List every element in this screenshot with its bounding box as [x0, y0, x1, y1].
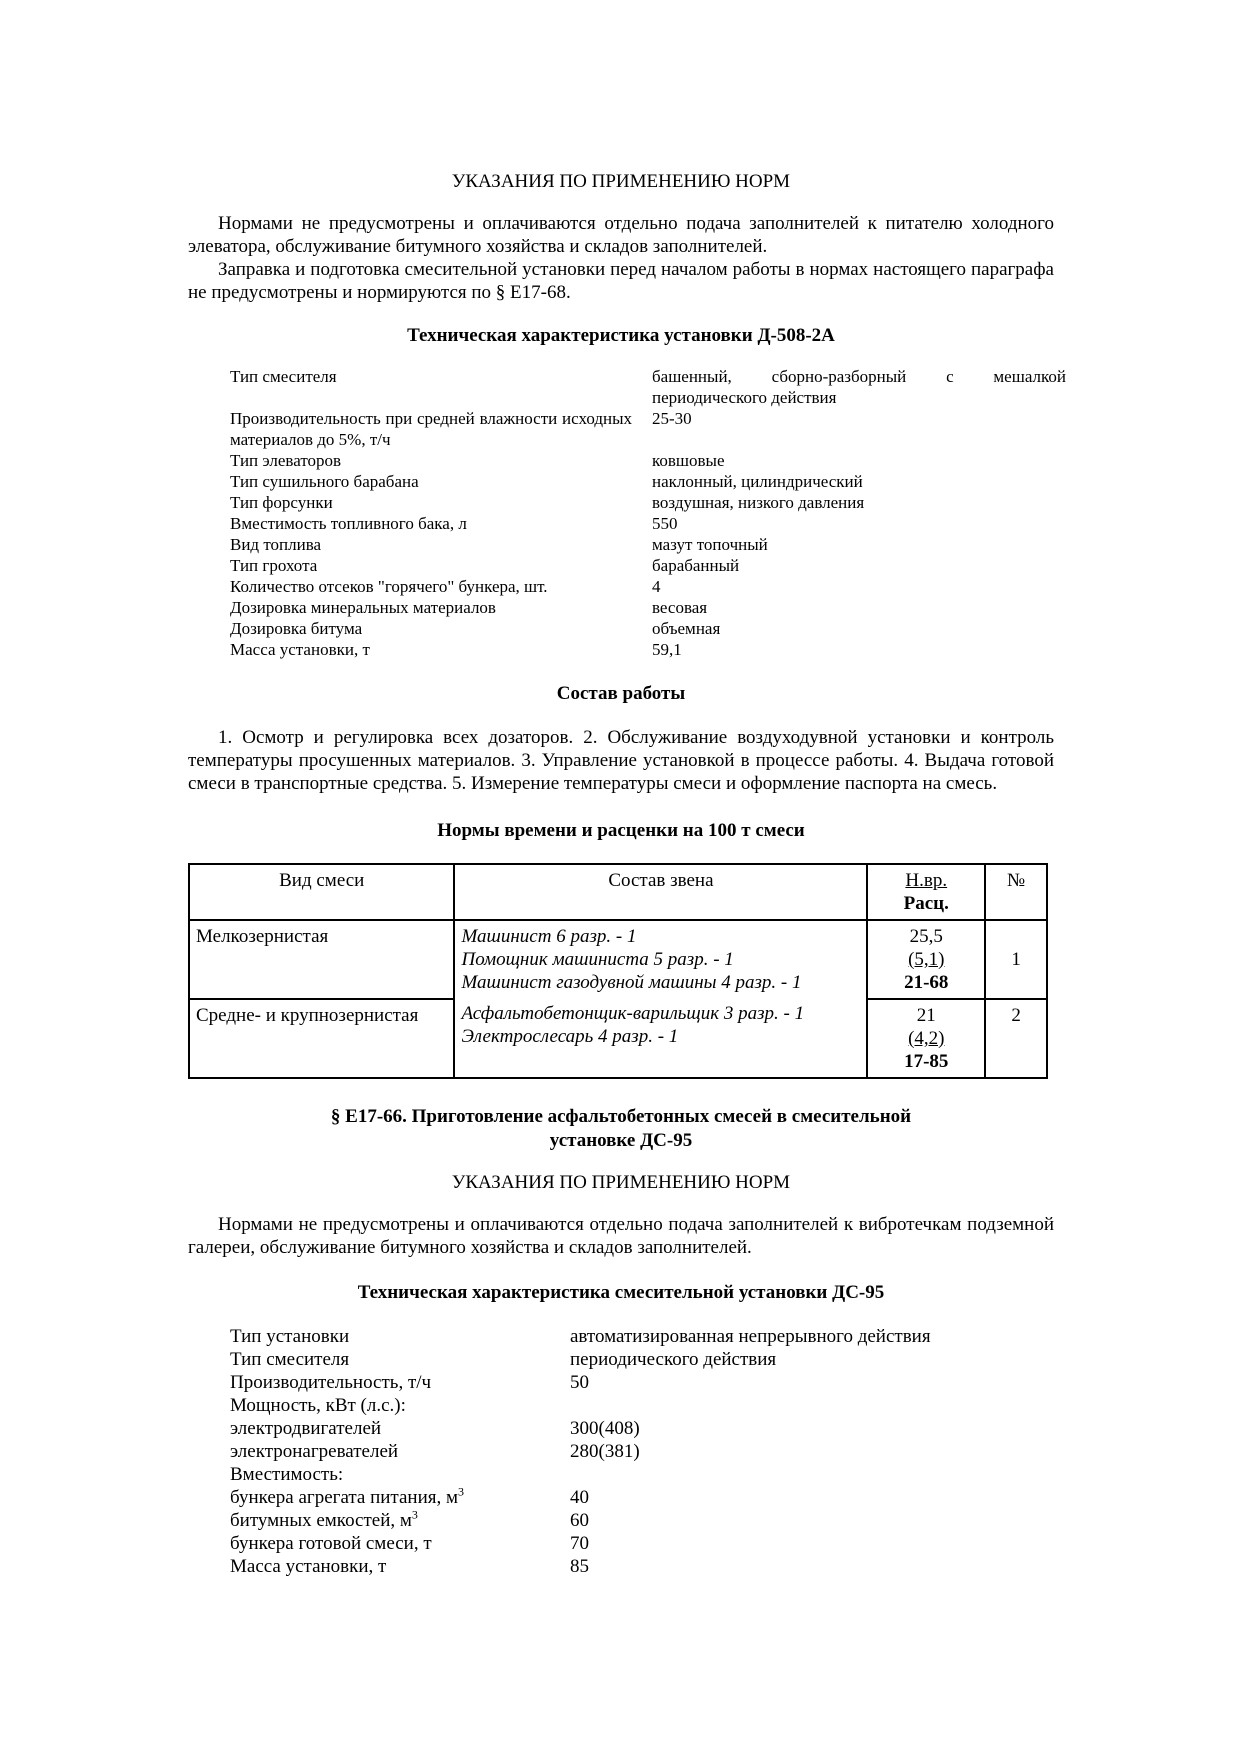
spec-value: периодического действия [570, 1349, 777, 1370]
nvr-rasc-cell [867, 999, 985, 1078]
section-title: § Е17-66. Приготовление асфальтобетонных смесей в смесительной [330, 1106, 912, 1127]
instructions-heading: УКАЗАНИЯ ПО ПРИМЕНЕНИЮ НОРМ [451, 1172, 791, 1193]
spec-key [230, 1509, 570, 1532]
spec-row [230, 492, 1066, 513]
crew-member: Помощник машиниста 5 разр. - 1 [461, 949, 734, 970]
spec-row [230, 1463, 931, 1486]
spec-row [230, 1532, 931, 1555]
spec-row [230, 513, 1066, 534]
spec-key: Тип форсунки [230, 493, 333, 512]
spec-key: Дозировка битума [230, 619, 363, 638]
spec-key: электродвигателей [230, 1418, 382, 1439]
spec-row [230, 639, 1066, 660]
spec-heading: Техническая характеристика установки Д-508-2А [407, 325, 835, 346]
spec-key: Дозировка минеральных материалов [230, 598, 496, 617]
spec-value: мазут топочный [652, 535, 768, 554]
spec-row [230, 366, 1066, 408]
spec-row [230, 450, 1066, 471]
crew-list [454, 920, 867, 1078]
spec-value: наклонный, цилиндрический [652, 472, 863, 491]
crew-member: Асфальтобетонщик-варильщик 3 разр. - 1 [461, 1003, 805, 1024]
spec-key: бункера готовой смеси, т [230, 1533, 432, 1554]
row-number: 2 [985, 999, 1047, 1078]
spec-table-ds95 [230, 1325, 931, 1578]
instructions-heading: УКАЗАНИЯ ПО ПРИМЕНЕНИЮ НОРМ [451, 171, 791, 192]
header-mix-type: Вид смеси [189, 864, 454, 920]
spec-key: Масса установки, т [230, 640, 370, 659]
table-row [189, 920, 1047, 999]
spec-row [230, 1348, 931, 1371]
superscript: 3 [458, 1484, 464, 1499]
spec-key: Тип элеваторов [230, 451, 342, 470]
crew-member: Машинист 6 разр. - 1 [461, 926, 637, 947]
spec-key: Тип смесителя [230, 1349, 350, 1370]
norms-header-row [189, 864, 1047, 920]
spec-value [570, 1463, 931, 1486]
spec-value: 25-30 [652, 409, 692, 428]
nvr-rasc-cell [867, 920, 985, 999]
spec-row [230, 1325, 931, 1348]
nvr-value: 21 [916, 1005, 936, 1026]
spec-row [230, 1509, 931, 1532]
spec-value: объемная [652, 619, 721, 638]
rasc-value: 17-85 [904, 1051, 949, 1072]
spec-value: весовая [652, 598, 708, 617]
spec-row [230, 1371, 931, 1394]
spec-key-text: бункера агрегата питания, м [230, 1487, 458, 1508]
superscript: 3 [411, 1507, 418, 1522]
header-nvr-rasc [867, 864, 985, 920]
spec-row [230, 1417, 931, 1440]
work-heading: Состав работы [556, 683, 686, 704]
spec-key: Вместимость: [230, 1464, 344, 1485]
nvr-sub-value: (5,1) [908, 949, 945, 970]
norms-heading: Нормы времени и расценки на 100 т смеси [437, 820, 805, 841]
header-number: № [985, 864, 1047, 920]
spec-value: 50 [570, 1372, 589, 1393]
spec-value: 280(381) [570, 1441, 640, 1462]
rasc-value: 21-68 [904, 972, 949, 993]
crew-member: Машинист газодувной машины 4 разр. - 1 [461, 972, 802, 993]
mix-type: Мелкозернистая [189, 920, 454, 999]
header-crew: Состав звена [454, 864, 867, 920]
spec-value: 550 [652, 514, 678, 533]
spec-value: 4 [652, 577, 661, 596]
spec-key: Производительность при средней влажности исходных материалов до 5%, т/ч [230, 409, 632, 449]
spec-row [230, 534, 1066, 555]
spec-key-text: битумных емкостей, м [230, 1510, 412, 1531]
spec-table-d508 [230, 366, 1066, 660]
crew-member: Электрослесарь 4 разр. - 1 [461, 1026, 679, 1047]
nvr-value: 25,5 [909, 926, 943, 947]
spec-key: Вместимость топливного бака, л [230, 514, 467, 533]
spec-row [230, 471, 1066, 492]
document-content [188, 170, 1066, 1578]
spec-key: Тип установки [230, 1326, 350, 1347]
paragraph: Заправка и подготовка смесительной установки перед началом работы в нормах настоящего параграфа не предусмотрены и нормируются по § Е17-68. [188, 259, 1054, 303]
spec-value [570, 1394, 931, 1417]
spec-value: автоматизированная непрерывного действия [570, 1326, 931, 1347]
spec-row [230, 1486, 931, 1509]
spec-key: Тип смесителя [230, 367, 337, 386]
spec-key: Вид топлива [230, 535, 322, 554]
spec-key: Тип сушильного барабана [230, 472, 419, 491]
spec-value: ковшовые [652, 451, 725, 470]
spec-row [230, 555, 1066, 576]
spec-value: 70 [570, 1533, 589, 1554]
spec-value: барабанный [652, 556, 740, 575]
header-rasc: Расц. [903, 893, 949, 914]
work-description: 1. Осмотр и регулировка всех дозаторов. 2. Обслуживание воздуходувной установки и контроль температуры просушенных материалов. 3. Управление установкой в процессе работы. 4. Выдача готовой смеси в транспортные средства. 5. Измерение температуры смеси и оформление паспорта на смесь. [188, 727, 1054, 794]
header-nvr: Н.вр. [905, 870, 948, 891]
row-number: 1 [985, 920, 1047, 999]
spec-row [230, 1394, 931, 1417]
spec-row [230, 1555, 931, 1578]
spec-key: Тип грохота [230, 556, 318, 575]
norms-table [188, 863, 1048, 1079]
spec-value: 40 [570, 1487, 589, 1508]
spec-key: электронагревателей [230, 1441, 399, 1462]
paragraph: Нормами не предусмотрены и оплачиваются отдельно подача заполнителей к питателю холодного элеватора, обслуживание битумного хозяйства и складов заполнителей. [188, 213, 1054, 257]
spec-heading: Техническая характеристика смесительной установки ДС-95 [357, 1282, 885, 1303]
spec-value: 300(408) [570, 1418, 640, 1439]
spec-value: 60 [570, 1510, 589, 1531]
spec-row [230, 1440, 931, 1463]
spec-key: Производительность, т/ч [230, 1372, 432, 1393]
spec-value: воздушная, низкого давления [652, 493, 865, 512]
spec-row [230, 597, 1066, 618]
paragraph: Нормами не предусмотрены и оплачиваются отдельно подача заполнителей к вибротечкам подземной галереи, обслуживание битумного хозяйства и складов заполнителей. [188, 1214, 1054, 1258]
spec-row [230, 408, 1066, 450]
spec-value: 85 [570, 1556, 589, 1577]
spec-key: Мощность, кВт (л.с.): [230, 1395, 406, 1416]
spec-row [230, 618, 1066, 639]
spec-key: Масса установки, т [230, 1556, 387, 1577]
spec-row [230, 576, 1066, 597]
spec-value: 59,1 [652, 640, 682, 659]
spec-key: Количество отсеков "горячего" бункера, шт. [230, 577, 548, 596]
mix-type: Средне- и крупнозернистая [189, 999, 454, 1078]
spec-key [230, 1486, 570, 1509]
spec-value: башенный, сборно-разборный с мешалкой периодического действия [652, 367, 1066, 407]
section-title: установке ДС-95 [549, 1130, 693, 1151]
nvr-sub-value: (4,2) [908, 1028, 945, 1049]
